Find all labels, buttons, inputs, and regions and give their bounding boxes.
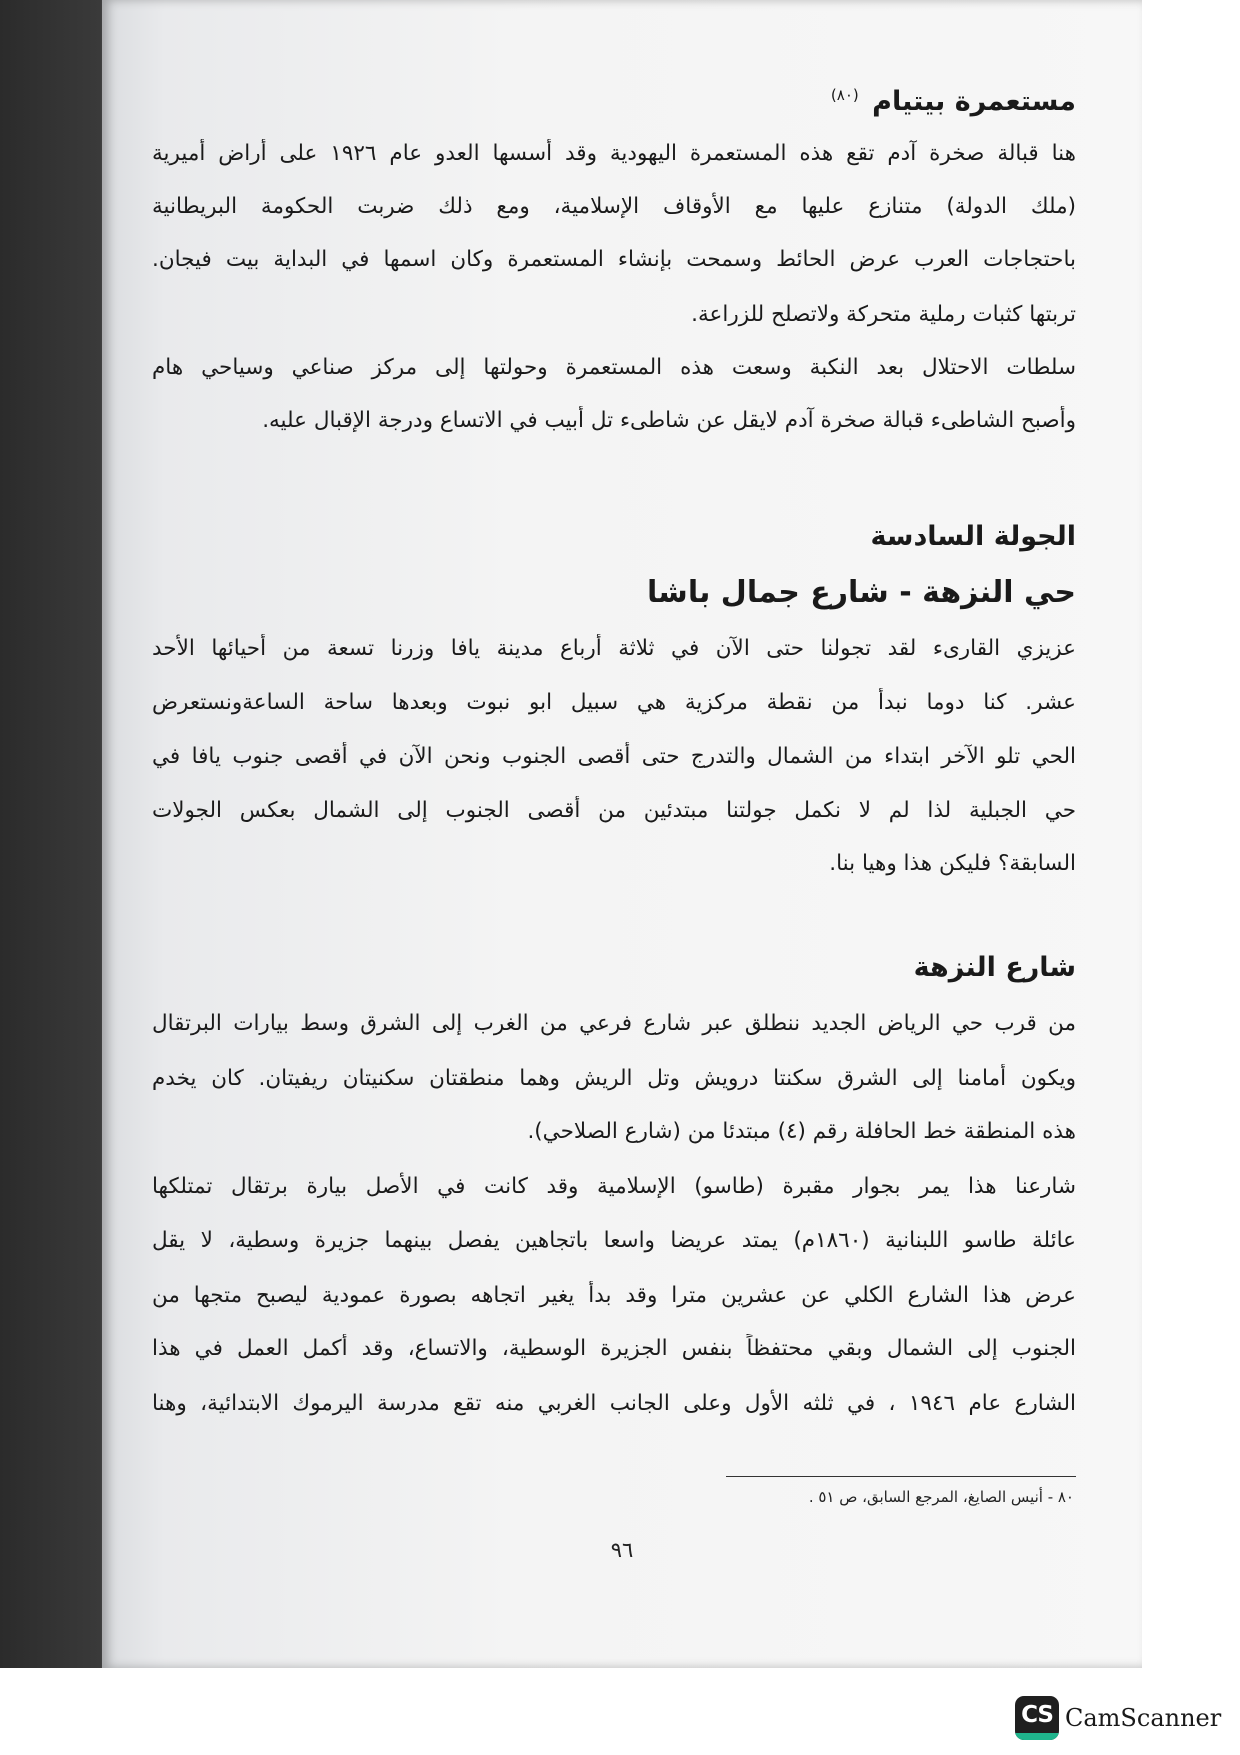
text-line: شارعنا هذا يمر بجوار مقبرة (طاسو) الإسلامية وقد كانت في الأصل بيارة برتقال تمتلكها bbox=[152, 1174, 1076, 1199]
text-line: هذه المنطقة خط الحافلة رقم (٤) مبتدئا من (شارع الصلاحي). bbox=[527, 1119, 1076, 1144]
section-heading-sixth-tour: الجولة السادسة bbox=[870, 521, 1076, 552]
book-page bbox=[102, 0, 1142, 1668]
text-line: الشارع عام ١٩٤٦ ، في ثلثه الأول وعلى الجانب الغربي منه تقع مدرسة اليرموك الابتدائية، وهنا bbox=[152, 1391, 1076, 1416]
section-heading-text: مستعمرة بيتيام bbox=[872, 86, 1076, 117]
text-line: باحتجاجات العرب عرض الحائط وسمحت بإنشاء المستعمرة وكان اسمها في البداية بيت فيجان. bbox=[152, 247, 1076, 272]
camscanner-badge-text: CS bbox=[1021, 1702, 1053, 1728]
section-heading-nuzha-street: شارع النزهة bbox=[913, 952, 1076, 983]
camscanner-name: CamScanner bbox=[1065, 1704, 1222, 1732]
text-line: عزيزي القارىء لقد تجولنا حتى الآن في ثلاثة أرباع مدينة يافا وزرنا تسعة من أحيائها الأحد bbox=[152, 636, 1076, 661]
text-line: الحي تلو الآخر ابتداء من الشمال والتدرج حتى أقصى الجنوب ونحن الآن في أقصى جنوب يافا في bbox=[152, 744, 1076, 769]
text-line: وأصبح الشاطىء قبالة صخرة آدم لايقل عن شاطىء تل أبيب في الاتساع ودرجة الإقبال عليه. bbox=[262, 408, 1076, 433]
footnote: ٨٠ - أنيس الصايغ، المرجع السابق، ص ٥١ . bbox=[808, 1488, 1074, 1506]
text-line: (ملك الدولة) متنازع عليها مع الأوقاف الإسلامية، ومع ذلك ضربت الحكومة البريطانية bbox=[152, 194, 1076, 219]
text-line: السابقة؟ فليكن هذا وهيا بنا. bbox=[829, 851, 1076, 876]
text-line: عرض هذا الشارع الكلي عن عشرين مترا وقد بدأ يغير اتجاهه بصورة عمودية ليصبح متجها من bbox=[152, 1283, 1076, 1308]
camscanner-watermark bbox=[1015, 1696, 1221, 1740]
text-line: تربتها كثبات رملية متحركة ولاتصلح للزراعة. bbox=[691, 302, 1076, 327]
text-line: سلطات الاحتلال بعد النكبة وسعت هذه المستعمرة وحولتها إلى مركز صناعي وسياحي هام bbox=[152, 355, 1076, 380]
text-line: عشر. كنا دوما نبدأ من نقطة مركزية هي سبيل ابو نبوت وبعدها ساحة الساعةونستعرض bbox=[152, 690, 1076, 715]
section-subheading-nuzha: حي النزهة - شارع جمال باشا bbox=[647, 575, 1076, 610]
section-heading-bitiyam bbox=[831, 86, 1076, 117]
text-line: ويكون أمامنا إلى الشرق سكنتا درويش وتل الريش وهما منطقتان سكنيتان ريفيتان. كان يخدم bbox=[152, 1066, 1076, 1091]
footnote-reference: (٨٠) bbox=[830, 86, 859, 104]
camscanner-logo-icon bbox=[1015, 1696, 1059, 1740]
text-line: عائلة طاسو اللبنانية (١٨٦٠م) يمتد عريضا واسعا باتجاهين يفصل بينهما جزيرة وسطية، لا يقل bbox=[152, 1228, 1076, 1253]
text-line: هنا قبالة صخرة آدم تقع هذه المستعمرة اليهودية وقد أسسها العدو عام ١٩٢٦ على أراض أميرية bbox=[152, 141, 1076, 166]
footnote-divider bbox=[726, 1476, 1076, 1477]
text-line: من قرب حي الرياض الجديد ننطلق عبر شارع فرعي من الغرب إلى الشرق وسط بيارات البرتقال bbox=[152, 1011, 1076, 1036]
text-line: الجنوب إلى الشمال وبقي محتفظاً بنفس الجزيرة الوسطية، والاتساع، وقد أكمل العمل في هذا bbox=[152, 1336, 1076, 1361]
text-line: حي الجبلية لذا لم لا نكمل جولتنا مبتدئين من أقصى الجنوب إلى الشمال بعكس الجولات bbox=[152, 798, 1076, 823]
page-number: ٩٦ bbox=[610, 1538, 634, 1562]
scan-binding-shadow bbox=[0, 0, 112, 1668]
